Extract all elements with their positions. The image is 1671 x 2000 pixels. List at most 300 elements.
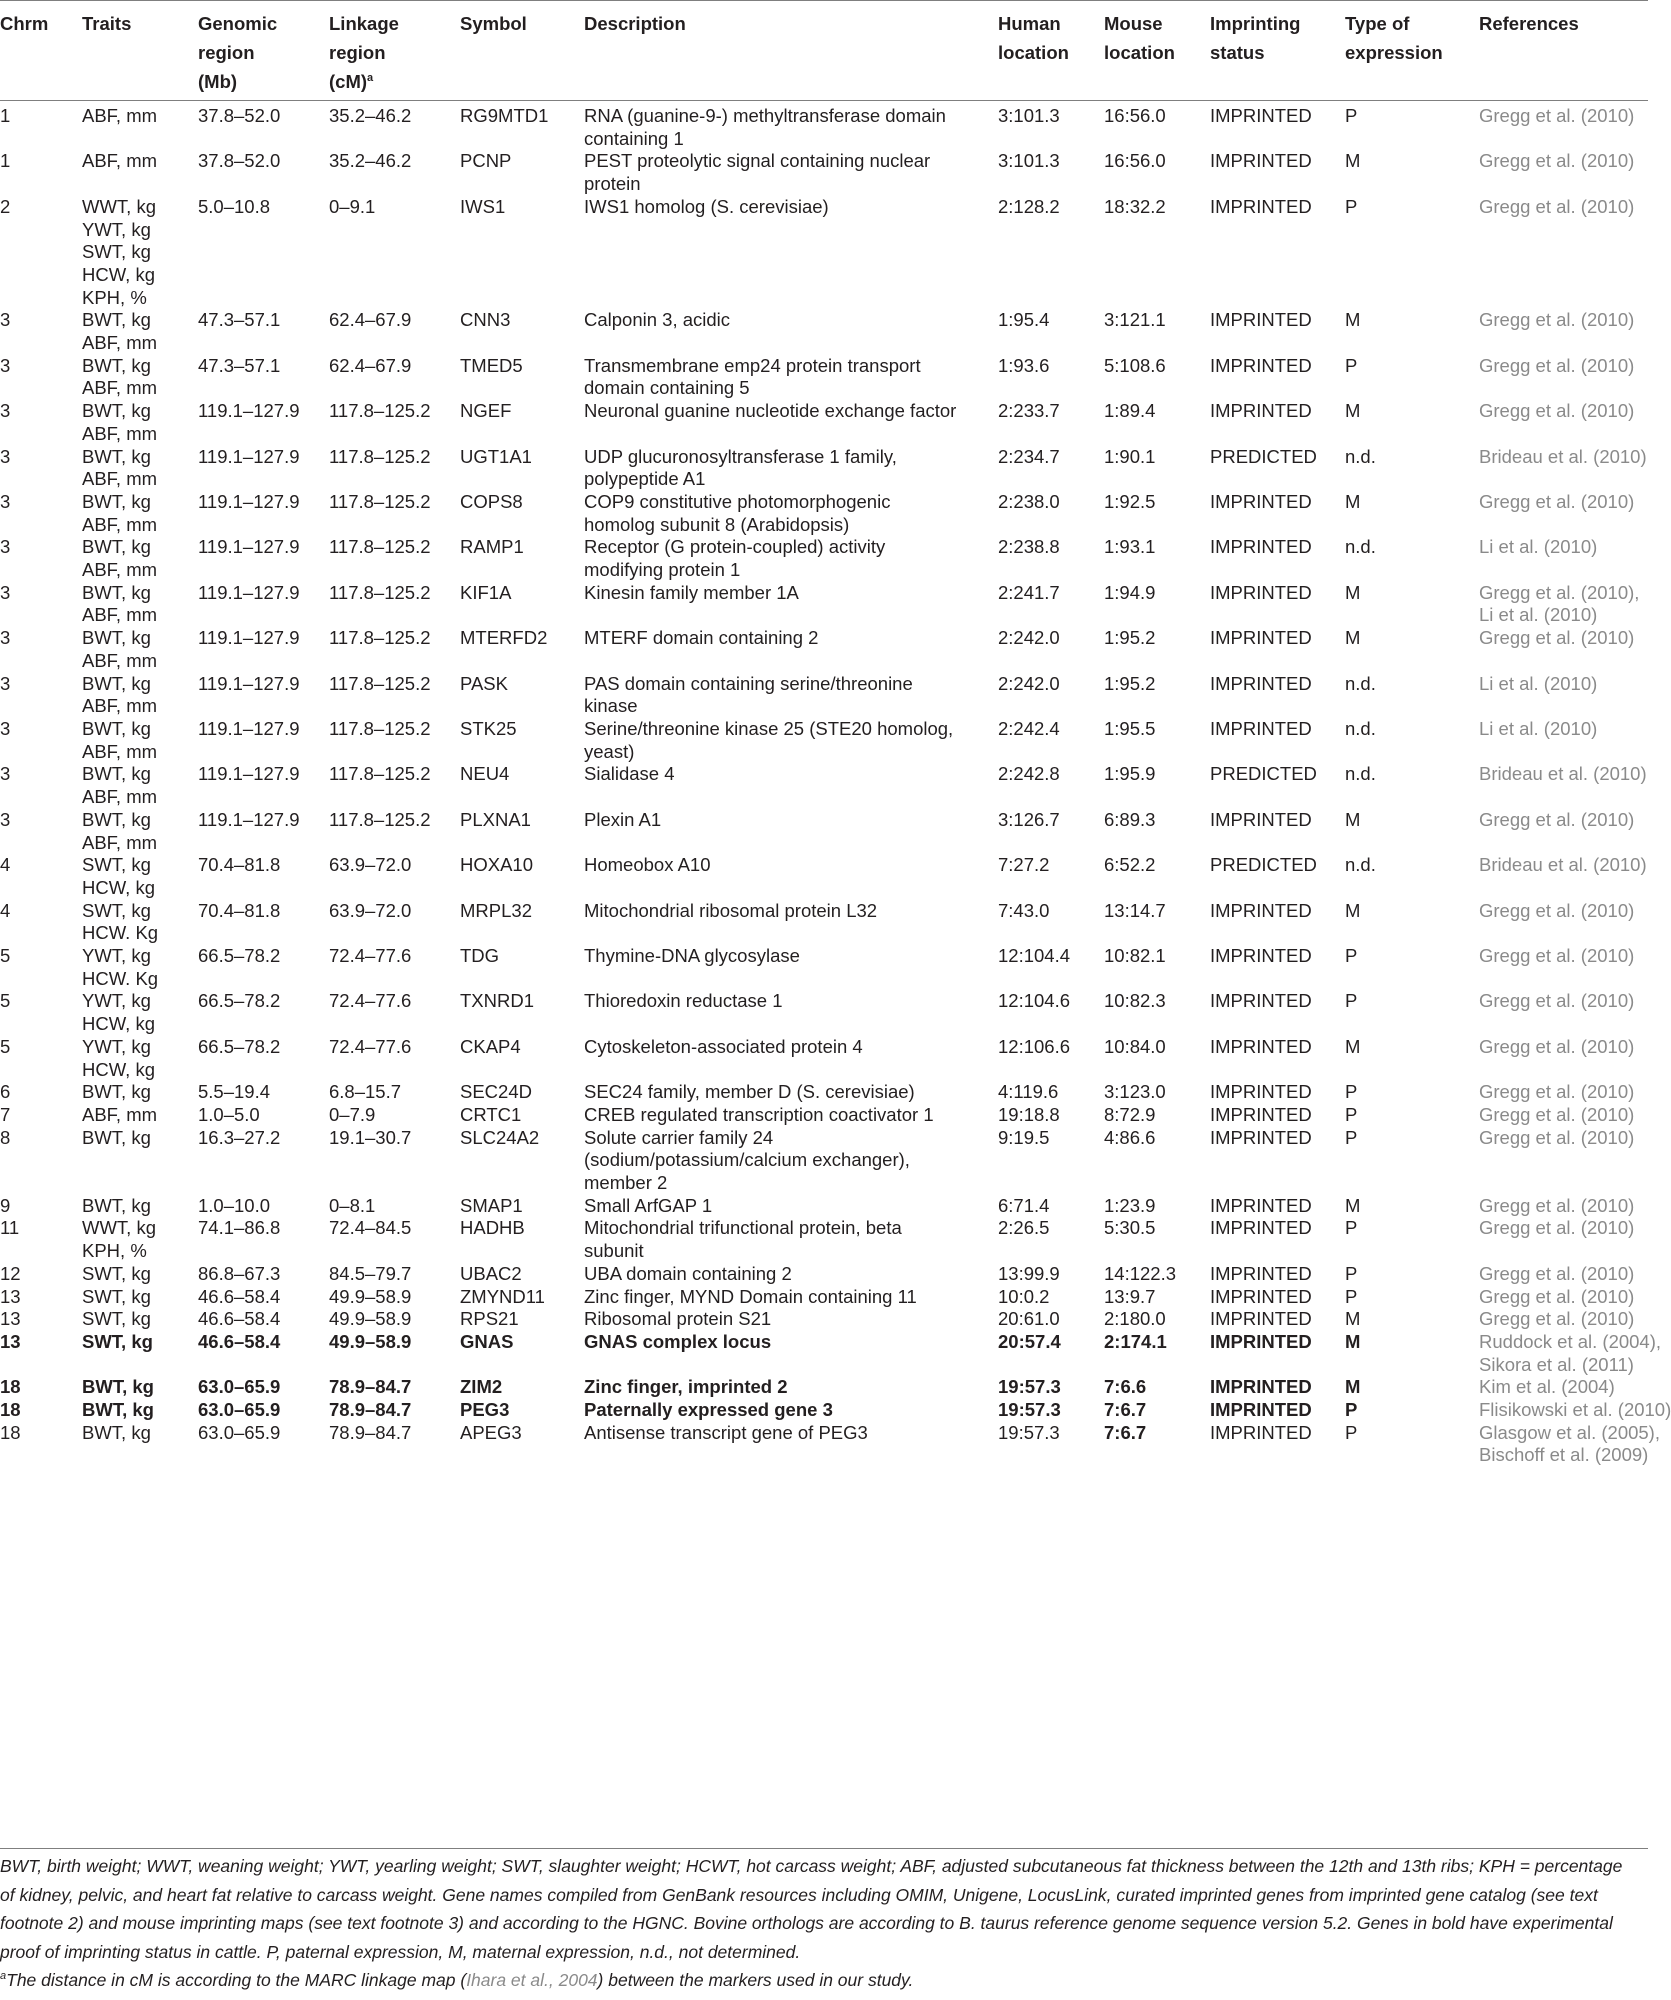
expression-value: M (1345, 627, 1361, 649)
human-value: 4:119.6 (998, 1081, 1059, 1103)
expression-type-cell (1345, 1195, 1479, 1218)
traits-cell (82, 1104, 198, 1127)
linkage-value: 63.9–72.0 (329, 854, 412, 876)
trait-line: ABF, mm (82, 695, 158, 717)
trait-line: BWT, kg (82, 1399, 154, 1421)
trait-line: BWT, kg (82, 808, 151, 830)
description-line: Thymine-DNA glycosylase (584, 945, 800, 967)
linkage-region-cell (329, 627, 460, 672)
traits-cell (82, 1127, 198, 1195)
symbol-value: CKAP4 (460, 1035, 521, 1057)
table-row (0, 673, 1648, 718)
expression-type-cell (1345, 1399, 1479, 1422)
imprinting-status-cell (1210, 1081, 1345, 1104)
description-line: Paternally expressed gene 3 (584, 1399, 833, 1421)
mouse-location-cell (1104, 582, 1210, 627)
expression-value: n.d. (1345, 672, 1376, 694)
trait-line: WWT, kg (82, 1217, 156, 1239)
references-cell[interactable] (1479, 854, 1648, 899)
description-line: Sialidase 4 (584, 763, 675, 785)
chrm-cell (0, 105, 82, 150)
description-cell (584, 1263, 998, 1286)
linkage-region-cell (329, 536, 460, 581)
genomic-value: 63.0–65.9 (198, 1421, 281, 1443)
traits-cell (82, 1308, 198, 1331)
traits-cell (82, 400, 198, 445)
imprinting-status-cell (1210, 1399, 1345, 1422)
table-row (0, 1127, 1648, 1195)
traits-cell (82, 900, 198, 945)
mouse-location-cell (1104, 1308, 1210, 1331)
mouse-value: 1:94.9 (1104, 581, 1156, 603)
human-value: 2:241.7 (998, 581, 1060, 603)
status-value: IMPRINTED (1210, 1103, 1312, 1125)
expression-type-cell (1345, 491, 1479, 536)
imprinting-status-cell (1210, 1195, 1345, 1218)
genomic-region-cell (198, 400, 329, 445)
chrm-value: 3 (0, 808, 11, 830)
references-cell[interactable] (1479, 627, 1648, 672)
references-cell[interactable] (1479, 1127, 1648, 1195)
references-cell[interactable] (1479, 400, 1648, 445)
references-cell[interactable] (1479, 900, 1648, 945)
chrm-value: 5 (0, 990, 11, 1012)
imprinting-status-cell (1210, 1127, 1345, 1195)
trait-line: ABF, mm (82, 649, 158, 671)
references-cell[interactable] (1479, 1421, 1660, 1467)
imprinting-status-cell (1210, 1036, 1345, 1081)
references-cell[interactable] (1479, 1195, 1648, 1218)
linkage-value: 49.9–58.9 (329, 1330, 412, 1352)
description-cell (584, 809, 998, 854)
references-cell[interactable] (1479, 1104, 1648, 1127)
imprinting-status-cell (1210, 809, 1345, 854)
imprinting-status-cell (1210, 446, 1345, 491)
human-location-cell (998, 1036, 1104, 1081)
references-cell[interactable] (1479, 105, 1648, 150)
table-row (0, 582, 1648, 627)
linkage-region-cell (329, 582, 460, 627)
references-cell[interactable] (1479, 763, 1648, 808)
symbol-value: TXNRD1 (460, 990, 535, 1012)
imprinting-status-cell (1210, 105, 1345, 150)
references-cell[interactable] (1479, 1308, 1648, 1331)
chrm-cell (0, 854, 82, 899)
imprinting-status-cell (1210, 1308, 1345, 1331)
genomic-region-cell (198, 673, 329, 718)
chrm-value: 18 (0, 1376, 21, 1398)
description-line: MTERF domain containing 2 (584, 627, 819, 649)
chrm-value: 12 (0, 1262, 21, 1284)
linkage-region-cell (329, 763, 460, 808)
symbol-cell (460, 355, 584, 400)
reference-line: Li et al. (2010) (1479, 604, 1598, 626)
header-chrm: Chrm (0, 13, 49, 34)
mouse-value: 18:32.2 (1104, 195, 1166, 217)
symbol-value: ZMYND11 (460, 1285, 545, 1307)
linkage-value: 62.4–67.9 (329, 309, 412, 331)
description-line: Ribosomal protein S21 (584, 1308, 772, 1330)
status-value: PREDICTED (1210, 763, 1317, 785)
genomic-region-cell (198, 1081, 329, 1104)
mouse-value: 1:90.1 (1104, 445, 1156, 467)
symbol-cell (460, 1195, 584, 1218)
references-cell[interactable] (1479, 1286, 1648, 1309)
genomic-value: 66.5–78.2 (198, 990, 281, 1012)
references-cell[interactable] (1479, 1217, 1648, 1262)
chrm-value: 13 (0, 1285, 21, 1307)
expression-value: M (1345, 1308, 1361, 1330)
imprinting-status-cell (1210, 854, 1345, 899)
symbol-cell (460, 854, 584, 899)
genomic-region-cell (198, 355, 329, 400)
human-location-cell (998, 1376, 1104, 1399)
human-value: 7:43.0 (998, 899, 1050, 921)
linkage-region-cell (329, 1422, 460, 1467)
trait-line: ABF, mm (82, 332, 158, 354)
genomic-region-cell (198, 763, 329, 808)
table-row (0, 491, 1648, 536)
description-line: Cytoskeleton-associated protein 4 (584, 1035, 863, 1057)
symbol-value: NGEF (460, 400, 512, 422)
table-row (0, 718, 1648, 763)
table-row (0, 105, 1648, 150)
symbol-cell (460, 1127, 584, 1195)
expression-value: M (1345, 309, 1361, 331)
trait-line: ABF, mm (82, 422, 158, 444)
references-cell[interactable] (1479, 945, 1648, 990)
expression-value: P (1345, 1126, 1358, 1148)
reference-line: Gregg et al. (2010) (1479, 1126, 1635, 1148)
mouse-location-cell (1104, 1399, 1210, 1422)
references-cell[interactable] (1479, 491, 1648, 536)
header-description: Description (584, 13, 686, 34)
status-value: IMPRINTED (1210, 536, 1312, 558)
table-bottom-rule (0, 1848, 1648, 1849)
genomic-value: 70.4–81.8 (198, 899, 281, 921)
trait-line: ABF, mm (82, 513, 158, 535)
mouse-value: 13:14.7 (1104, 899, 1166, 921)
references-cell[interactable] (1479, 1399, 1671, 1422)
references-cell[interactable] (1479, 446, 1648, 491)
reference-line: Gregg et al. (2010) (1479, 899, 1635, 921)
table-row (0, 1104, 1648, 1127)
table-row (0, 400, 1648, 445)
table-row (0, 990, 1648, 1035)
header-imprinting-status: Imprinting status (1210, 13, 1301, 63)
description-cell (584, 536, 998, 581)
description-line: Antisense transcript gene of PEG3 (584, 1421, 868, 1443)
symbol-value: UGT1A1 (460, 445, 532, 467)
status-value: IMPRINTED (1210, 309, 1312, 331)
imprinting-status-cell (1210, 627, 1345, 672)
reference-line: Bischoff et al. (2009) (1479, 1444, 1649, 1466)
expression-value: n.d. (1345, 536, 1376, 558)
description-line: GNAS complex locus (584, 1330, 772, 1352)
description-cell (584, 718, 998, 763)
expression-value: n.d. (1345, 445, 1376, 467)
table-row (0, 809, 1648, 854)
mouse-value: 2:180.0 (1104, 1308, 1166, 1330)
linkage-region-cell (329, 1104, 460, 1127)
mouse-location-cell (1104, 1331, 1210, 1376)
description-cell (584, 1104, 998, 1127)
chrm-value: 3 (0, 400, 11, 422)
symbol-cell (460, 1331, 584, 1376)
genomic-value: 119.1–127.9 (198, 400, 300, 422)
references-cell[interactable] (1479, 1081, 1648, 1104)
trait-line: HCW. Kg (82, 922, 159, 944)
references-cell[interactable] (1479, 1263, 1648, 1286)
expression-type-cell (1345, 627, 1479, 672)
mouse-location-cell (1104, 196, 1210, 310)
genomic-value: 66.5–78.2 (198, 945, 281, 967)
reference-line: Gregg et al. (2010) (1479, 150, 1635, 172)
mouse-location-cell (1104, 105, 1210, 150)
status-value: IMPRINTED (1210, 581, 1312, 603)
symbol-cell (460, 673, 584, 718)
table-body (0, 105, 1671, 1467)
chrm-cell (0, 1308, 82, 1331)
linkage-region-cell (329, 446, 460, 491)
traits-cell (82, 1263, 198, 1286)
linkage-value: 6.8–15.7 (329, 1081, 402, 1103)
description-cell (584, 400, 998, 445)
trait-line: WWT, kg (82, 195, 156, 217)
references-cell[interactable] (1479, 1330, 1662, 1376)
references-cell[interactable] (1479, 1376, 1648, 1399)
chrm-value: 4 (0, 899, 11, 921)
description-cell (584, 491, 998, 536)
reference-line: Gregg et al. (2010) (1479, 105, 1635, 126)
symbol-cell (460, 1308, 584, 1331)
reference-line: Sikora et al. (2011) (1479, 1353, 1634, 1375)
description-line: Serine/threonine kinase 25 (STE20 homolog, (584, 717, 954, 739)
description-line: Calponin 3, acidic (584, 309, 731, 331)
genomic-region-cell (198, 809, 329, 854)
trait-line: SWT, kg (82, 854, 151, 876)
imprinting-status-cell (1210, 673, 1345, 718)
genomic-region-cell (198, 1195, 329, 1218)
chrm-value: 3 (0, 490, 11, 512)
human-value: 2:238.0 (998, 490, 1060, 512)
mouse-value: 7:6.6 (1104, 1376, 1147, 1398)
trait-line: YWT, kg (82, 945, 151, 967)
genomic-region-cell (198, 1263, 329, 1286)
chrm-cell (0, 809, 82, 854)
reference-line: Gregg et al. (2010) (1479, 1308, 1635, 1330)
references-cell[interactable] (1479, 1036, 1648, 1081)
expression-type-cell (1345, 105, 1479, 150)
imprinting-status-cell (1210, 491, 1345, 536)
trait-line: ABF, mm (82, 1103, 158, 1125)
symbol-value: SMAP1 (460, 1194, 523, 1216)
description-line: UBA domain containing 2 (584, 1262, 792, 1284)
description-cell (584, 1286, 998, 1309)
human-value: 13:99.9 (998, 1262, 1060, 1284)
table-row (0, 1399, 1648, 1422)
references-cell[interactable] (1479, 582, 1648, 627)
description-cell (584, 673, 998, 718)
mouse-value: 4:86.6 (1104, 1126, 1156, 1148)
traits-cell (82, 809, 198, 854)
description-cell (584, 309, 998, 354)
reference-line: Gregg et al. (2010) (1479, 309, 1635, 331)
human-location-cell (998, 1422, 1104, 1467)
human-value: 20:61.0 (998, 1308, 1060, 1330)
symbol-cell (460, 1422, 584, 1467)
human-location-cell (998, 627, 1104, 672)
abbreviations-footnote: BWT, birth weight; WWT, weaning weight; YWT, yearling weight; SWT, slaughter weight; HCWT, hot carcass weight; ABF, adjusted subcutaneous fat thickness between the 12th and 13th ribs; KPH = percentage of kidney, pelvic, and heart fat relative to carcass weight. Gene names compiled from GenBank resources including OMIM, Unigene, LocusLink, curated imprinted genes from imprinted gene catalog (see text footnote 2) and mouse imprinting maps (see text footnote 3) and according to the HGNC. Bovine orthologs are according to B. taurus reference genome sequence version 5.2. Genes in bold have experimental proof of imprinting status in cattle. P, paternal expression, M, maternal expression, n.d., not determined. (0, 1856, 1623, 1962)
human-value: 1:93.6 (998, 354, 1050, 376)
description-line: SEC24 family, member D (S. cerevisiae) (584, 1081, 915, 1103)
human-location-cell (998, 1399, 1104, 1422)
genomic-region-cell (198, 1422, 329, 1467)
expression-type-cell (1345, 400, 1479, 445)
chrm-cell (0, 945, 82, 990)
references-cell[interactable] (1479, 150, 1648, 195)
chrm-cell (0, 309, 82, 354)
linkage-region-cell (329, 1286, 460, 1309)
status-value: IMPRINTED (1210, 1217, 1312, 1239)
reference-line: Gregg et al. (2010) (1479, 1194, 1635, 1216)
references-cell[interactable] (1479, 990, 1648, 1035)
genomic-value: 66.5–78.2 (198, 1035, 281, 1057)
human-location-cell (998, 763, 1104, 808)
symbol-value: CNN3 (460, 309, 511, 331)
description-line: protein (584, 173, 641, 195)
genomic-region-cell (198, 150, 329, 195)
linkage-region-cell (329, 1081, 460, 1104)
genomic-value: 86.8–67.3 (198, 1262, 281, 1284)
genomic-region-cell (198, 854, 329, 899)
trait-line: SWT, kg (82, 1330, 153, 1352)
genomic-value: 119.1–127.9 (198, 627, 300, 649)
genomic-region-cell (198, 1217, 329, 1262)
description-line: Kinesin family member 1A (584, 581, 799, 603)
chrm-value: 5 (0, 1035, 11, 1057)
references-cell[interactable] (1479, 536, 1648, 581)
linkage-region-cell (329, 673, 460, 718)
references-cell[interactable] (1479, 809, 1648, 854)
imprinting-status-cell (1210, 1104, 1345, 1127)
trait-line: BWT, kg (82, 1421, 151, 1443)
human-value: 2:242.0 (998, 672, 1060, 694)
description-cell (584, 945, 998, 990)
genomic-region-cell (198, 1308, 329, 1331)
table-row (0, 1422, 1648, 1467)
table-row (0, 1331, 1648, 1376)
traits-cell (82, 1399, 198, 1422)
symbol-value: TDG (460, 945, 500, 967)
linkage-value: 78.9–84.7 (329, 1399, 412, 1421)
mouse-location-cell (1104, 1217, 1210, 1262)
description-cell (584, 990, 998, 1035)
expression-type-cell (1345, 1081, 1479, 1104)
status-value: PREDICTED (1210, 445, 1317, 467)
trait-line: BWT, kg (82, 627, 151, 649)
human-value: 2:238.8 (998, 536, 1060, 558)
mouse-value: 5:108.6 (1104, 354, 1166, 376)
linkage-value: 78.9–84.7 (329, 1376, 412, 1398)
traits-cell (82, 763, 198, 808)
expression-value: M (1345, 1376, 1361, 1398)
expression-type-cell (1345, 1217, 1479, 1262)
imprinting-status-cell (1210, 990, 1345, 1035)
linkage-region-cell (329, 1036, 460, 1081)
linkage-value: 117.8–125.2 (329, 581, 431, 603)
references-cell[interactable] (1479, 196, 1648, 310)
trait-line: BWT, kg (82, 763, 151, 785)
references-cell[interactable] (1479, 355, 1648, 400)
linkage-region-cell (329, 105, 460, 150)
expression-value: P (1345, 1262, 1358, 1284)
table-row (0, 1308, 1648, 1331)
traits-cell (82, 945, 198, 990)
mouse-location-cell (1104, 1127, 1210, 1195)
expression-type-cell (1345, 1422, 1479, 1467)
genomic-value: 119.1–127.9 (198, 445, 300, 467)
description-line: RNA (guanine-9-) methyltransferase domain (584, 105, 946, 126)
mouse-location-cell (1104, 150, 1210, 195)
trait-line: HCW, kg (82, 876, 155, 898)
symbol-value: HADHB (460, 1217, 525, 1239)
chrm-cell (0, 582, 82, 627)
human-value: 2:242.8 (998, 763, 1060, 785)
imprinting-status-cell (1210, 582, 1345, 627)
reference-line: Li et al. (2010) (1479, 672, 1598, 694)
chrm-value: 18 (0, 1399, 21, 1421)
linkage-region-cell (329, 1331, 460, 1376)
description-line: UDP glucuronosyltransferase 1 family, (584, 445, 897, 467)
references-cell[interactable] (1479, 309, 1648, 354)
footnote-reference-link[interactable]: Ihara et al., 2004 (466, 1970, 598, 1990)
trait-line: SWT, kg (82, 899, 151, 921)
trait-line: BWT, kg (82, 717, 151, 739)
trait-line: ABF, mm (82, 831, 158, 853)
chrm-cell (0, 718, 82, 763)
mouse-value: 1:93.1 (1104, 536, 1156, 558)
human-location-cell (998, 673, 1104, 718)
description-line: polypeptide A1 (584, 468, 706, 490)
description-cell (584, 1081, 998, 1104)
trait-line: BWT, kg (82, 309, 151, 331)
mouse-location-cell (1104, 718, 1210, 763)
mouse-location-cell (1104, 446, 1210, 491)
genomic-value: 46.6–58.4 (198, 1308, 281, 1330)
expression-type-cell (1345, 355, 1479, 400)
mouse-location-cell (1104, 1422, 1210, 1467)
human-value: 2:233.7 (998, 400, 1060, 422)
traits-cell (82, 150, 198, 195)
references-cell[interactable] (1479, 718, 1648, 763)
trait-line: BWT, kg (82, 354, 151, 376)
genomic-region-cell (198, 1376, 329, 1399)
expression-value: P (1345, 195, 1358, 217)
references-cell[interactable] (1479, 673, 1648, 718)
traits-cell (82, 582, 198, 627)
expression-type-cell (1345, 1308, 1479, 1331)
table-row (0, 196, 1648, 310)
human-value: 3:101.3 (998, 150, 1060, 172)
header-mouse-location: Mouse location (1104, 13, 1175, 63)
status-value: IMPRINTED (1210, 717, 1312, 739)
expression-value: M (1345, 1194, 1361, 1216)
linkage-region-cell (329, 1127, 460, 1195)
expression-value: P (1345, 105, 1358, 126)
traits-cell (82, 491, 198, 536)
description-line: containing 1 (584, 127, 684, 149)
